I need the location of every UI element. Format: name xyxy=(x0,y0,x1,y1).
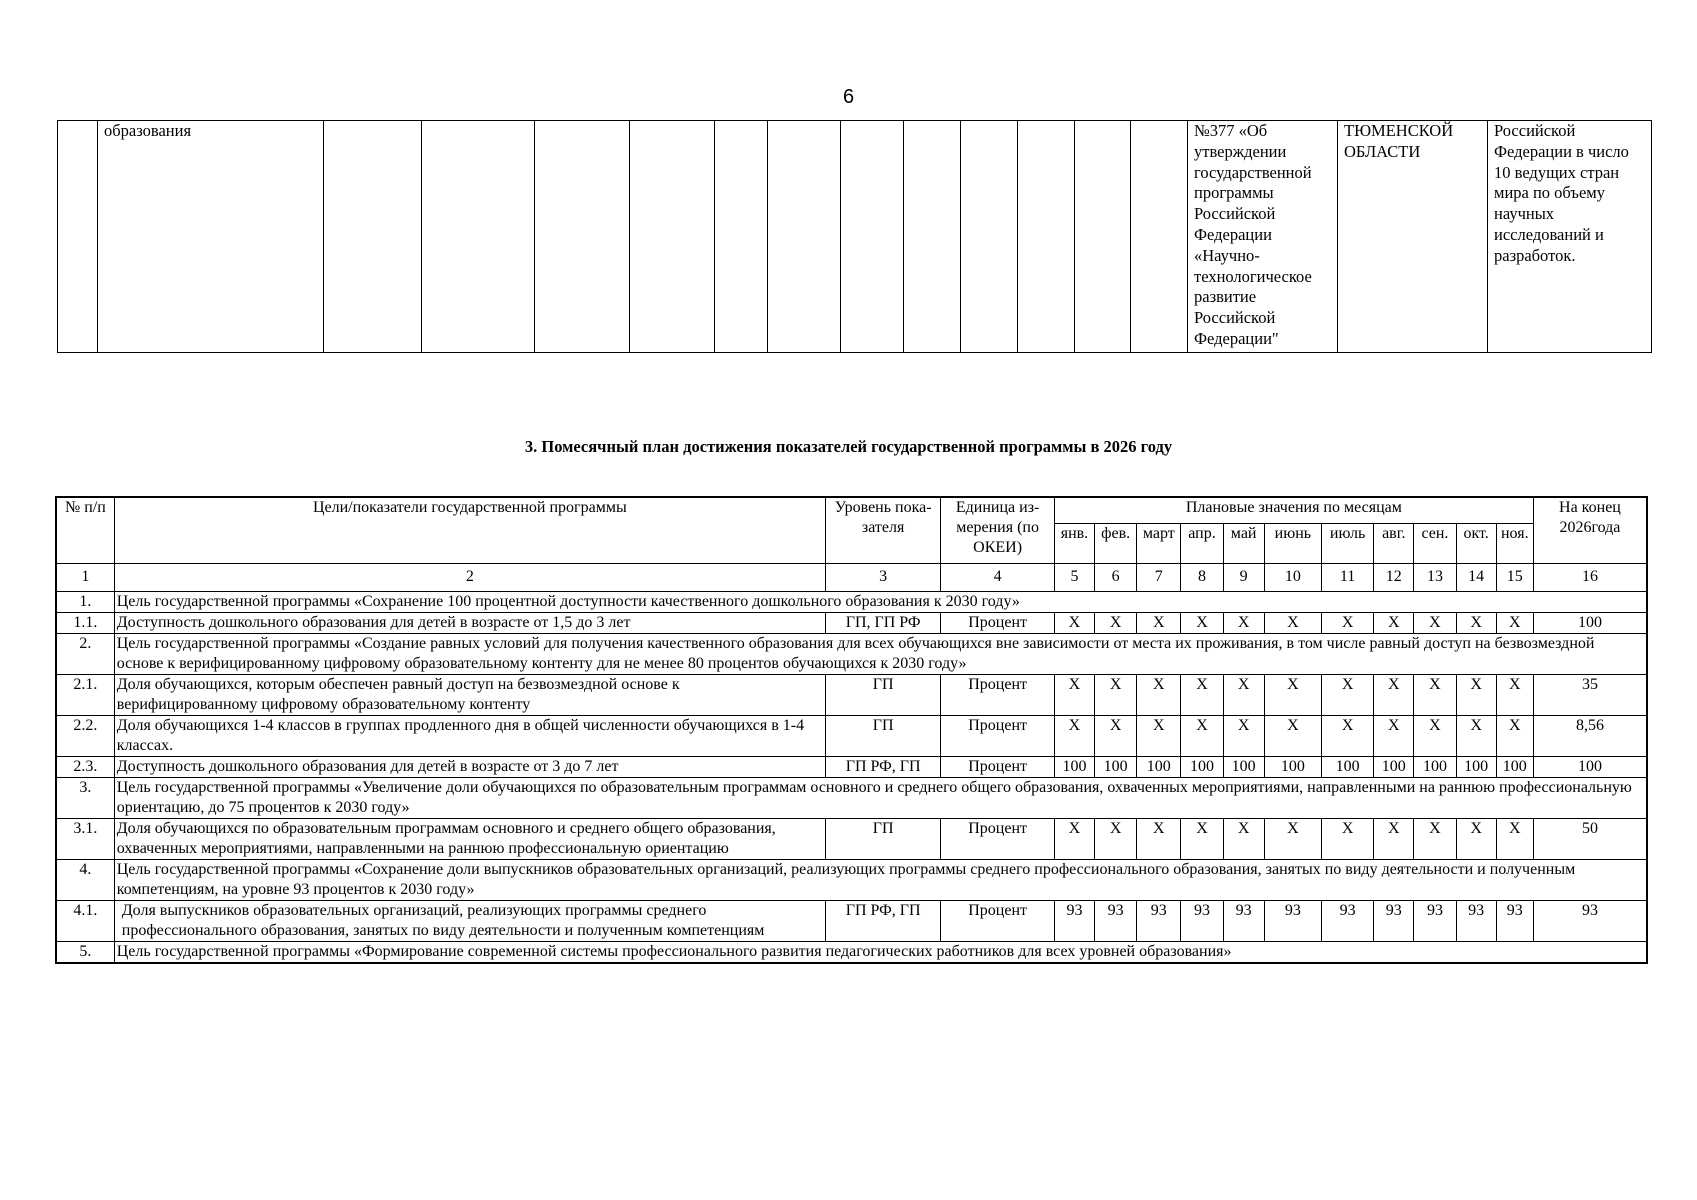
month-value: Х xyxy=(1054,818,1094,859)
header-month: ноя. xyxy=(1496,523,1533,563)
month-value: Х xyxy=(1374,674,1414,715)
month-value: 100 xyxy=(1137,756,1181,777)
month-value: Х xyxy=(1264,818,1321,859)
indicator-row xyxy=(56,900,1647,941)
indicator-row xyxy=(56,612,1647,633)
month-value: Х xyxy=(1321,715,1373,756)
indicator-level: ГП РФ, ГП xyxy=(825,756,941,777)
column-number: 8 xyxy=(1181,563,1223,591)
header-month: окт. xyxy=(1456,523,1496,563)
month-value: Х xyxy=(1264,674,1321,715)
indicator-text: Доступность дошкольного образования для детей в возрасте от 3 до 7 лет xyxy=(114,756,825,777)
header-level: Уровень пока-зателя xyxy=(825,497,941,563)
monthly-plan-table xyxy=(55,496,1648,964)
month-value: Х xyxy=(1054,715,1094,756)
goal-row xyxy=(56,633,1647,674)
month-value: 100 xyxy=(1054,756,1094,777)
cell-empty xyxy=(1018,121,1075,353)
month-value: Х xyxy=(1223,715,1264,756)
month-value: 100 xyxy=(1456,756,1496,777)
month-value: 100 xyxy=(1223,756,1264,777)
indicator-text: Доля обучающихся по образовательным программам основного и среднего общего образования, охваченных мероприятиями, направленными на раннюю профессиональную ориентацию xyxy=(114,818,825,859)
month-value: Х xyxy=(1181,612,1223,633)
row-number: 4.1. xyxy=(56,900,114,941)
month-value: Х xyxy=(1137,612,1181,633)
header-month: июль xyxy=(1321,523,1373,563)
section-title: 3. Помесячный план достижения показателей государственной программы в 2026 году xyxy=(524,437,1173,456)
cell-empty xyxy=(535,121,630,353)
row-number: 1.1. xyxy=(56,612,114,633)
goal-text: Цель государственной программы «Сохранение 100 процентной доступности качественного дошкольного образования к 2030 году» xyxy=(114,591,1647,612)
header-goals: Цели/показатели государственной программы xyxy=(114,497,825,563)
header-end: На конец 2026года xyxy=(1533,497,1647,563)
month-value: Х xyxy=(1374,612,1414,633)
cell-empty xyxy=(324,121,422,353)
goal-row xyxy=(56,777,1647,818)
month-value: Х xyxy=(1137,674,1181,715)
indicator-text: Доля обучающихся 1-4 классов в группах продленного дня в общей численности обучающихся в 1-4 классах. xyxy=(114,715,825,756)
month-value: 93 xyxy=(1414,900,1456,941)
month-value: Х xyxy=(1414,818,1456,859)
column-number: 6 xyxy=(1095,563,1137,591)
month-value: Х xyxy=(1496,818,1533,859)
cell-empty xyxy=(961,121,1018,353)
row-number: 3. xyxy=(56,777,114,818)
month-value: Х xyxy=(1054,674,1094,715)
month-value: Х xyxy=(1456,818,1496,859)
column-number: 5 xyxy=(1054,563,1094,591)
end-value: 100 xyxy=(1533,612,1647,633)
indicator-level: ГП xyxy=(825,818,941,859)
month-value: Х xyxy=(1223,612,1264,633)
end-value: 35 xyxy=(1533,674,1647,715)
header-month: авг. xyxy=(1374,523,1414,563)
cell-empty xyxy=(768,121,841,353)
goal-text: Цель государственной программы «Сохранение доли выпускников образовательных организаций, реализующих программы среднего профессионального образования, занятых по виду деятельности и полученным компетенциям, на уровне 93 процентов к 2030 году» xyxy=(114,859,1647,900)
month-value: Х xyxy=(1456,715,1496,756)
month-value: 93 xyxy=(1095,900,1137,941)
indicator-unit: Процент xyxy=(941,756,1054,777)
month-value: 100 xyxy=(1095,756,1137,777)
header-month: март xyxy=(1137,523,1181,563)
month-value: Х xyxy=(1496,612,1533,633)
column-number: 9 xyxy=(1223,563,1264,591)
end-value: 8,56 xyxy=(1533,715,1647,756)
month-value: Х xyxy=(1181,715,1223,756)
month-value: Х xyxy=(1496,674,1533,715)
month-value: Х xyxy=(1264,715,1321,756)
indicator-row xyxy=(56,674,1647,715)
header-month: сен. xyxy=(1414,523,1456,563)
month-value: Х xyxy=(1456,612,1496,633)
month-value: 93 xyxy=(1223,900,1264,941)
indicator-unit: Процент xyxy=(941,715,1054,756)
month-value: 93 xyxy=(1456,900,1496,941)
month-value: 93 xyxy=(1321,900,1373,941)
indicator-row xyxy=(56,818,1647,859)
month-value: 100 xyxy=(1374,756,1414,777)
month-value: 100 xyxy=(1321,756,1373,777)
column-number: 12 xyxy=(1374,563,1414,591)
end-value: 50 xyxy=(1533,818,1647,859)
end-value: 93 xyxy=(1533,900,1647,941)
cell-law: №377 «Об утверждении государственной программы Российской Федерации «Научно-технологическое развитие Российской Федерации" xyxy=(1188,121,1338,353)
column-number: 4 xyxy=(941,563,1054,591)
month-value: Х xyxy=(1181,818,1223,859)
month-value: 93 xyxy=(1181,900,1223,941)
month-value: Х xyxy=(1137,715,1181,756)
indicator-unit: Процент xyxy=(941,674,1054,715)
month-value: 100 xyxy=(1414,756,1456,777)
goal-row xyxy=(56,941,1647,963)
end-value: 100 xyxy=(1533,756,1647,777)
month-value: 93 xyxy=(1264,900,1321,941)
row-number: 1. xyxy=(56,591,114,612)
month-value: Х xyxy=(1264,612,1321,633)
indicator-row xyxy=(56,756,1647,777)
row-number: 2.2. xyxy=(56,715,114,756)
column-number: 3 xyxy=(825,563,941,591)
month-value: Х xyxy=(1223,674,1264,715)
page-number: 6 xyxy=(842,86,855,108)
month-value: Х xyxy=(1095,818,1137,859)
column-number: 15 xyxy=(1496,563,1533,591)
month-value: 93 xyxy=(1374,900,1414,941)
row-number: 2.3. xyxy=(56,756,114,777)
month-value: Х xyxy=(1456,674,1496,715)
month-value: Х xyxy=(1095,674,1137,715)
header-month: июнь xyxy=(1264,523,1321,563)
month-value: Х xyxy=(1223,818,1264,859)
header-planned: Плановые значения по месяцам xyxy=(1054,497,1533,523)
cell-text: образования xyxy=(98,121,324,353)
cell-goal: Российской Федерации в число 10 ведущих стран мира по объему научных исследований и разработок. xyxy=(1488,121,1652,353)
cell-empty xyxy=(715,121,768,353)
month-value: Х xyxy=(1414,715,1456,756)
month-value: 100 xyxy=(1496,756,1533,777)
goal-row xyxy=(56,591,1647,612)
column-number: 16 xyxy=(1533,563,1647,591)
column-number: 13 xyxy=(1414,563,1456,591)
header-month: янв. xyxy=(1054,523,1094,563)
indicator-unit: Процент xyxy=(941,818,1054,859)
month-value: 93 xyxy=(1137,900,1181,941)
column-number: 7 xyxy=(1137,563,1181,591)
month-value: Х xyxy=(1054,612,1094,633)
month-value: 93 xyxy=(1054,900,1094,941)
column-number: 10 xyxy=(1264,563,1321,591)
month-value: Х xyxy=(1414,674,1456,715)
month-value: 100 xyxy=(1181,756,1223,777)
row-number: 2.1. xyxy=(56,674,114,715)
indicator-level: ГП xyxy=(825,715,941,756)
header-month: май xyxy=(1223,523,1264,563)
continuation-table xyxy=(57,120,1652,353)
month-value: Х xyxy=(1095,715,1137,756)
header-month: апр. xyxy=(1181,523,1223,563)
indicator-text: Доля выпускников образовательных организаций, реализующих программы среднего профессионального образования, занятых по виду деятельности и полученным компетенциям xyxy=(114,900,825,941)
indicator-level: ГП, ГП РФ xyxy=(825,612,941,633)
cell-empty xyxy=(1131,121,1188,353)
month-value: Х xyxy=(1321,818,1373,859)
month-value: Х xyxy=(1414,612,1456,633)
month-value: Х xyxy=(1095,612,1137,633)
month-value: 93 xyxy=(1496,900,1533,941)
month-value: Х xyxy=(1321,674,1373,715)
indicator-text: Доля обучающихся, которым обеспечен равный доступ на безвозмездной основе к верифицированному цифровому образовательному контенту xyxy=(114,674,825,715)
month-value: Х xyxy=(1181,674,1223,715)
header-month: фев. xyxy=(1095,523,1137,563)
indicator-unit: Процент xyxy=(941,900,1054,941)
month-value: Х xyxy=(1374,715,1414,756)
month-value: Х xyxy=(1321,612,1373,633)
cell-empty xyxy=(904,121,961,353)
cell-empty xyxy=(422,121,535,353)
cell-region: ТЮМЕНСКОЙ ОБЛАСТИ xyxy=(1338,121,1488,353)
month-value: 100 xyxy=(1264,756,1321,777)
goal-text: Цель государственной программы «Создание равных условий для получения качественного образования для всех обучающихся вне зависимости от места их проживания, в том числе равный доступ на безвозмездной основе к верифицированному цифровому образовательному контенту для не менее 80 процентов обучающихся к 2030 году» xyxy=(114,633,1647,674)
column-number: 2 xyxy=(114,563,825,591)
month-value: Х xyxy=(1137,818,1181,859)
row-number: 5. xyxy=(56,941,114,963)
row-number: 3.1. xyxy=(56,818,114,859)
month-value: Х xyxy=(1374,818,1414,859)
goal-row xyxy=(56,859,1647,900)
month-value: Х xyxy=(1496,715,1533,756)
column-number: 14 xyxy=(1456,563,1496,591)
column-number: 11 xyxy=(1321,563,1373,591)
cell-empty xyxy=(630,121,715,353)
cell-empty xyxy=(1075,121,1131,353)
indicator-level: ГП xyxy=(825,674,941,715)
header-unit: Единица из-мерения (по ОКЕИ) xyxy=(941,497,1054,563)
goal-text: Цель государственной программы «Формирование современной системы профессионального развития педагогических работников для всех уровней образования» xyxy=(114,941,1647,963)
cell-empty xyxy=(58,121,98,353)
indicator-unit: Процент xyxy=(941,612,1054,633)
indicator-row xyxy=(56,715,1647,756)
row-number: 4. xyxy=(56,859,114,900)
cell-empty xyxy=(841,121,904,353)
header-num: № п/п xyxy=(56,497,114,563)
goal-text: Цель государственной программы «Увеличение доли обучающихся по образовательным программам основного и среднего общего образования, охваченных мероприятиями, направленными на раннюю профессиональную ориентацию, до 75 процентов к 2030 году» xyxy=(114,777,1647,818)
indicator-level: ГП РФ, ГП xyxy=(825,900,941,941)
row-number: 2. xyxy=(56,633,114,674)
indicator-text: Доступность дошкольного образования для детей в возрасте от 1,5 до 3 лет xyxy=(114,612,825,633)
column-number: 1 xyxy=(56,563,114,591)
